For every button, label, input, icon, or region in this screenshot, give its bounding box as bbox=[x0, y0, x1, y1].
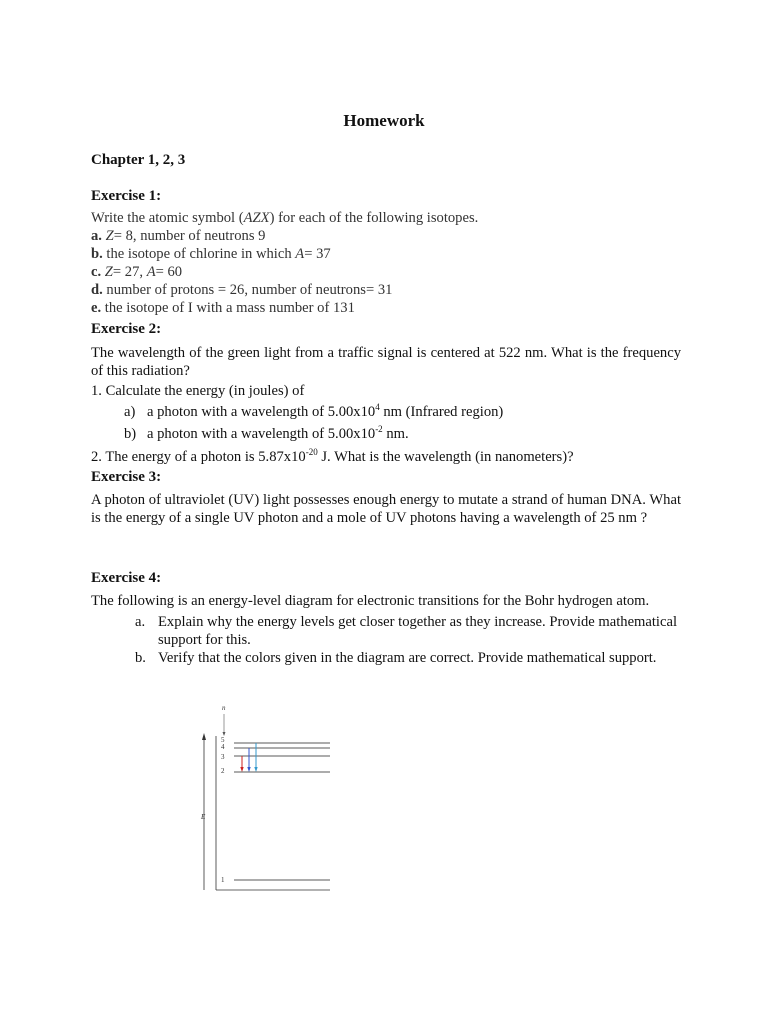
exercise-2-question-2: 2. The energy of a photon is $5.87x10^{-20}$ J. What is the wavelength (in nanometers)? bbox=[91, 447, 574, 465]
level-label-3: 3 bbox=[221, 753, 225, 761]
level-label-1: 1 bbox=[221, 876, 225, 884]
exercise-1-item-b: b. the isotope of chlorine in which A= 37 bbox=[91, 246, 331, 262]
exercise-4-item-a: a. Explain why the energy levels get closer together as they increase. Provide mathematical support for this. bbox=[135, 614, 677, 648]
transition-5-to-2-arrowhead bbox=[254, 767, 257, 772]
exercise-2-subitem-a: a) a photon with a wavelength of $5.00x10^4$ nm (Infrared region) bbox=[124, 402, 504, 420]
diagram-n-label: n bbox=[222, 704, 226, 712]
exercise-4-list bbox=[91, 613, 681, 667]
exercise-1-intro: Write the atomic symbol (AZX) for each of the following isotopes. bbox=[91, 210, 479, 226]
exercise-2-paragraph: The wavelength of the green light from a traffic signal is centered at 522 nm. What is the frequency of this radiation? bbox=[91, 345, 681, 379]
exercise-3-heading: Exercise 3: bbox=[91, 469, 162, 485]
transition-4-to-2-arrowhead bbox=[247, 767, 250, 772]
exercise-2-question-1: 1. Calculate the energy (in joules) of bbox=[91, 383, 305, 399]
energy-axis-arrowhead bbox=[202, 733, 206, 740]
exercise-4-heading: Exercise 4: bbox=[91, 570, 162, 586]
exercise-2-heading: Exercise 2: bbox=[91, 321, 162, 337]
exercise-2-subitems bbox=[91, 403, 681, 447]
exercise-1-item-c: c. Z= 27, A= 60 bbox=[91, 264, 183, 280]
exercise-3-paragraph: A photon of ultraviolet (UV) light possesses enough energy to mutate a strand of human DNA. What is the energy of a single UV photon and a mole of UV photons having a wavelength of 25 nm ? bbox=[91, 492, 681, 526]
exercise-1-heading: Exercise 1: bbox=[91, 188, 162, 204]
exercise-4-intro: The following is an energy-level diagram for electronic transitions for the Bohr hydrogen atom. bbox=[91, 593, 650, 609]
page-title: Homework bbox=[343, 111, 425, 130]
exercise-1-body bbox=[91, 209, 681, 317]
exercise-1-item-a: a. Z= 8, number of neutrons 9 bbox=[91, 228, 266, 244]
level-label-2: 2 bbox=[221, 767, 225, 775]
transition-3-to-2-arrowhead bbox=[240, 767, 243, 772]
exercise-4-item-b: b. Verify that the colors given in the diagram are correct. Provide mathematical support. bbox=[135, 650, 657, 666]
level-label-4: 4 bbox=[221, 743, 225, 751]
energy-level-diagram bbox=[190, 700, 350, 900]
exercise-1-item-d: d. number of protons = 26, number of neutrons= 31 bbox=[91, 282, 393, 298]
diagram-e-label: E bbox=[201, 813, 206, 821]
level-label-5: 5 bbox=[221, 736, 225, 744]
chapter-heading: Chapter 1, 2, 3 bbox=[91, 152, 186, 168]
exercise-2-subitem-b: b) a photon with a wavelength of $5.00x10^{-2}$ nm. bbox=[124, 424, 409, 442]
exercise-1-item-e: e. the isotope of I with a mass number of 131 bbox=[91, 300, 355, 316]
